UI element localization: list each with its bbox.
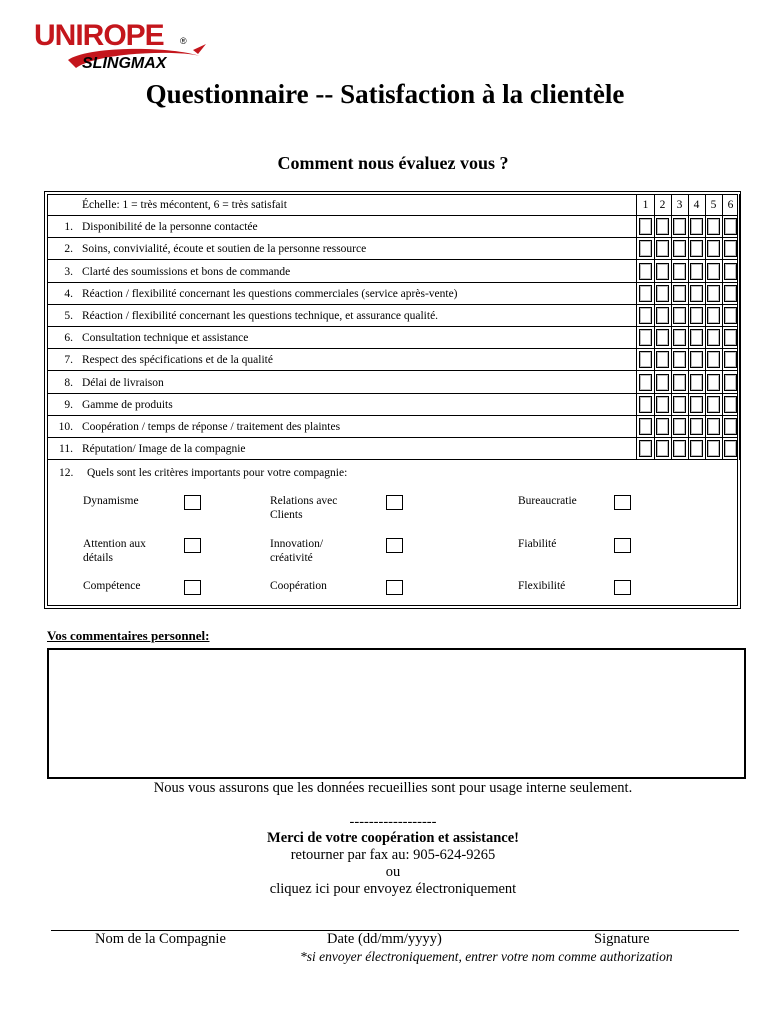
question-text: Clarté des soumissions et bons de commande [82, 265, 291, 278]
rating-checkbox-1[interactable] [639, 218, 652, 235]
fax-text: retourner par fax au: 905-624-9265 [290, 847, 496, 863]
criteria-label-line1: Bureaucratie [518, 495, 577, 507]
comments-label: Vos commentaires personnel: [47, 628, 210, 643]
scale-label: Échelle: 1 = très mécontent, 6 = très satisfait [82, 199, 287, 211]
rating-checkbox-5[interactable] [707, 440, 720, 457]
question-number: 2. [64, 243, 73, 256]
rating-checkbox-1[interactable] [639, 329, 652, 346]
question-text: Gamme de produits [82, 398, 173, 411]
rating-checkbox-4[interactable] [690, 263, 703, 280]
rating-checkbox-6[interactable] [724, 329, 737, 346]
criteria-label-line1: Compétence [83, 580, 141, 592]
table-column-divider [705, 194, 706, 460]
table-column-divider [671, 194, 672, 460]
scale-header-row [47, 194, 738, 216]
or-text: ou [385, 864, 401, 880]
criteria-label-line1: Innovation/ [270, 538, 324, 550]
logo-sub-text: SLINGMAX [82, 55, 167, 72]
rating-checkbox-6[interactable] [724, 440, 737, 457]
rating-checkbox-5[interactable] [707, 307, 720, 324]
table-column-divider [722, 194, 723, 460]
question-row [47, 283, 738, 305]
rating-checkbox-2[interactable] [656, 396, 669, 413]
rating-checkbox-5[interactable] [707, 263, 720, 280]
rating-checkbox-6[interactable] [724, 285, 737, 302]
table-column-divider [654, 194, 655, 460]
criteria-label [270, 494, 337, 522]
question-text: Réaction / flexibilité concernant les questions commerciales (service après-vente) [82, 287, 458, 300]
question-row [47, 261, 738, 283]
rating-checkbox-1[interactable] [639, 285, 652, 302]
rating-checkbox-3[interactable] [673, 418, 686, 435]
rating-checkbox-3[interactable] [673, 374, 686, 391]
criteria-label-line1: Fiabilité [518, 538, 557, 550]
criteria-label [270, 537, 323, 565]
rating-checkbox-2[interactable] [656, 418, 669, 435]
criteria-checkbox[interactable] [614, 495, 631, 510]
thanks-text: Merci de votre coopération et assistance! [267, 830, 519, 846]
rating-checkbox-4[interactable] [690, 218, 703, 235]
question-row [47, 238, 738, 260]
criteria-label-line1: Attention aux [83, 538, 146, 550]
rating-checkbox-6[interactable] [724, 418, 737, 435]
scale-header-5: 5 [710, 199, 717, 211]
question-text: Respect des spécifications et de la qualité [82, 354, 273, 367]
rating-checkbox-6[interactable] [724, 307, 737, 324]
scale-header-4: 4 [693, 199, 700, 211]
rating-checkbox-4[interactable] [690, 351, 703, 368]
rating-checkbox-2[interactable] [656, 218, 669, 235]
rating-checkbox-6[interactable] [724, 263, 737, 280]
authorization-note: *si envoyer électroniquement, entrer votre nom comme authorization [300, 949, 673, 964]
rating-checkbox-1[interactable] [639, 440, 652, 457]
page-subtitle: Comment nous évaluez vous ? [277, 153, 509, 173]
rating-checkbox-4[interactable] [690, 396, 703, 413]
question-row [47, 305, 738, 327]
criteria-label [83, 494, 139, 508]
rating-checkbox-3[interactable] [673, 263, 686, 280]
signature-label: Signature [594, 931, 650, 947]
rating-checkbox-5[interactable] [707, 351, 720, 368]
rating-checkbox-1[interactable] [639, 418, 652, 435]
rating-checkbox-3[interactable] [673, 329, 686, 346]
footer-separator: ------------------ [349, 814, 437, 830]
table-column-divider [636, 194, 637, 460]
criteria-checkbox[interactable] [184, 538, 201, 553]
criteria-label [518, 579, 565, 593]
scale-header-2: 2 [659, 199, 666, 211]
rating-checkbox-6[interactable] [724, 240, 737, 257]
table-column-divider [688, 194, 689, 460]
rating-checkbox-1[interactable] [639, 307, 652, 324]
rating-checkbox-2[interactable] [656, 307, 669, 324]
scale-header-6: 6 [727, 199, 734, 211]
question-row [47, 438, 738, 460]
rating-checkbox-3[interactable] [673, 218, 686, 235]
logo-registered-mark: ® [180, 36, 187, 46]
question-row [47, 327, 738, 349]
rating-checkbox-3[interactable] [673, 440, 686, 457]
criteria-label-line2: Clients [270, 509, 303, 521]
rating-checkbox-5[interactable] [707, 218, 720, 235]
rating-checkbox-3[interactable] [673, 307, 686, 324]
criteria-label-line1: Coopération [270, 580, 327, 592]
rating-checkbox-4[interactable] [690, 307, 703, 324]
question-number: 6. [64, 332, 73, 345]
question-text: Disponibilité de la personne contactée [82, 221, 258, 234]
rating-checkbox-5[interactable] [707, 285, 720, 302]
rating-checkbox-4[interactable] [690, 329, 703, 346]
question-number: 9. [64, 398, 73, 411]
question-text: Soins, convivialité, écoute et soutien de la personne ressource [82, 243, 367, 256]
rating-checkbox-3[interactable] [673, 285, 686, 302]
rating-checkbox-6[interactable] [724, 374, 737, 391]
question-row [47, 372, 738, 394]
date-label: Date (dd/mm/yyyy) [327, 931, 442, 947]
question-number: 5. [64, 310, 73, 322]
scale-header-1: 1 [642, 199, 649, 211]
criteria-label [518, 494, 577, 508]
page-title: Questionnaire -- Satisfaction à la clientèle [145, 79, 625, 109]
rating-checkbox-1[interactable] [639, 263, 652, 280]
rating-checkbox-6[interactable] [724, 351, 737, 368]
rating-checkbox-4[interactable] [690, 374, 703, 391]
rating-checkbox-3[interactable] [673, 351, 686, 368]
rating-checkbox-1[interactable] [639, 396, 652, 413]
criteria-label [518, 537, 556, 551]
rating-checkbox-2[interactable] [656, 240, 669, 257]
criteria-checkbox[interactable] [614, 580, 631, 595]
table-column-divider [739, 194, 740, 460]
rating-checkbox-2[interactable] [656, 329, 669, 346]
criteria-checkbox[interactable] [386, 538, 403, 553]
criteria-checkbox[interactable] [386, 580, 403, 595]
criteria-label [83, 537, 146, 565]
rating-checkbox-3[interactable] [673, 396, 686, 413]
scale-header-3: 3 [676, 199, 683, 211]
question-text: Réaction / flexibilité concernant les questions technique, et assurance qualité. [82, 310, 439, 322]
question-text: Coopération / temps de réponse / traitement des plaintes [82, 421, 341, 433]
question-row [47, 216, 738, 238]
rating-checkbox-5[interactable] [707, 240, 720, 257]
criteria-checkbox[interactable] [614, 538, 631, 553]
question-number: 3. [64, 265, 73, 278]
question-row [47, 349, 738, 371]
question-number: 10. [58, 421, 73, 433]
question-number: 7. [64, 354, 73, 367]
rating-checkbox-3[interactable] [673, 240, 686, 257]
criteria-checkbox[interactable] [184, 580, 201, 595]
rating-checkbox-4[interactable] [690, 440, 703, 457]
criteria-label-line2: créativité [270, 552, 313, 564]
rating-checkbox-2[interactable] [656, 263, 669, 280]
criteria-title: Quels sont les critères importants pour votre compagnie: [87, 467, 348, 479]
rating-checkbox-5[interactable] [707, 396, 720, 413]
question-row [47, 416, 738, 438]
criteria-checkbox[interactable] [184, 495, 201, 510]
criteria-label-line2: détails [83, 552, 114, 564]
rating-checkbox-2[interactable] [656, 374, 669, 391]
question-text: Délai de livraison [82, 376, 164, 389]
question-number: 4. [64, 287, 73, 300]
criteria-label-line1: Dynamisme [83, 495, 139, 507]
email-submit-link[interactable]: cliquez ici pour envoyez électroniquement [269, 881, 517, 897]
rating-checkbox-4[interactable] [690, 285, 703, 302]
rating-checkbox-6[interactable] [724, 396, 737, 413]
rating-checkbox-5[interactable] [707, 374, 720, 391]
rating-checkbox-2[interactable] [656, 285, 669, 302]
rating-checkbox-5[interactable] [707, 418, 720, 435]
rating-checkbox-2[interactable] [656, 351, 669, 368]
rating-checkbox-4[interactable] [690, 240, 703, 257]
question-number: 8. [64, 376, 73, 389]
criteria-number: 12. [59, 467, 74, 479]
rating-checkbox-2[interactable] [656, 440, 669, 457]
criteria-label-line1: Relations avec [270, 495, 338, 507]
rating-checkbox-1[interactable] [639, 374, 652, 391]
comments-textarea[interactable] [47, 648, 746, 779]
criteria-label [83, 579, 140, 593]
rating-checkbox-6[interactable] [724, 218, 737, 235]
criteria-label-line1: Flexibilité [518, 580, 566, 592]
logo-brand-text: UNIROPE [34, 19, 164, 52]
criteria-label [270, 579, 327, 593]
rating-checkbox-1[interactable] [639, 240, 652, 257]
question-number: 11. [59, 443, 73, 456]
criteria-checkbox[interactable] [386, 495, 403, 510]
company-name-label: Nom de la Compagnie [95, 931, 226, 947]
rating-checkbox-1[interactable] [639, 351, 652, 368]
question-row [47, 394, 738, 416]
question-text: Consultation technique et assistance [82, 332, 249, 345]
rating-checkbox-5[interactable] [707, 329, 720, 346]
question-text: Réputation/ Image de la compagnie [82, 443, 246, 456]
question-number: 1. [64, 221, 73, 234]
rating-checkbox-4[interactable] [690, 418, 703, 435]
privacy-note: Nous vous assurons que les données recueillies sont pour usage interne seulement. [153, 780, 633, 796]
